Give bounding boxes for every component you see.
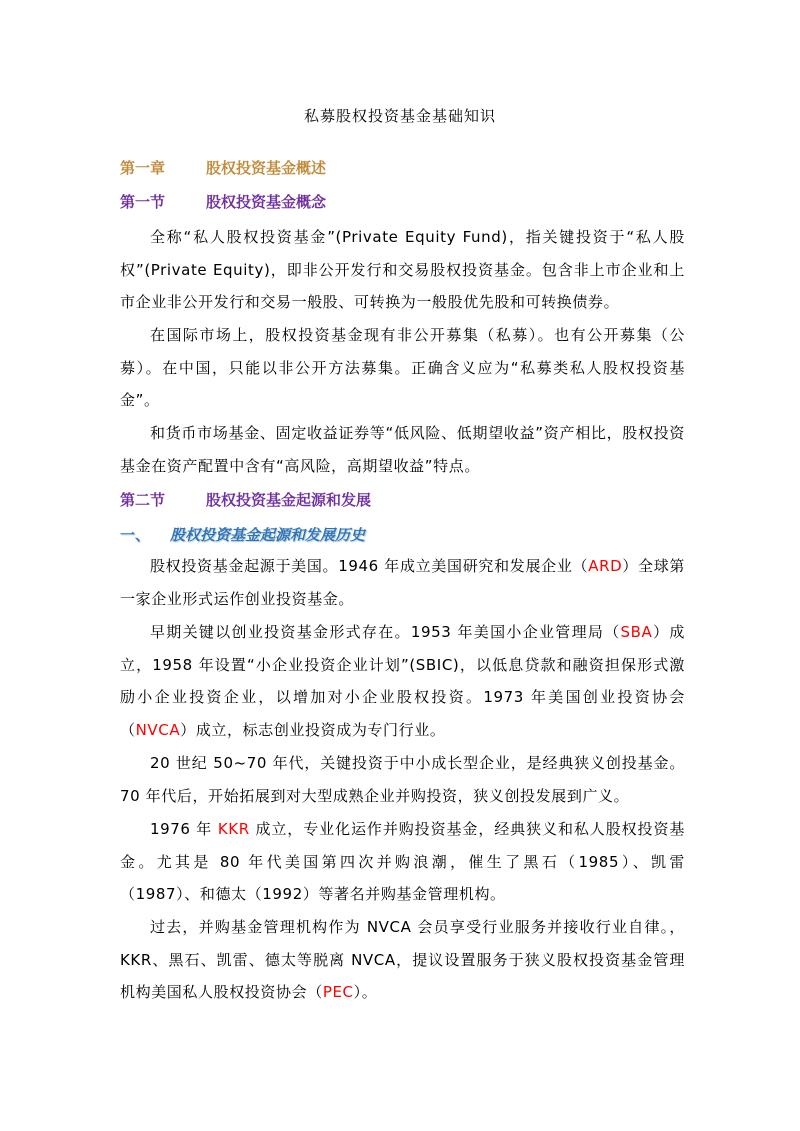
paragraph-6: 20 世纪 50~70 年代，关键投资于中小成长型企业，是经典狭义创投基金。70 年代后，开始拓展到对大型成熟企业并购投资，狭义创投发展到广义。	[120, 754, 685, 805]
chapter-title: 股权投资基金概述	[206, 159, 327, 177]
section-1-heading	[120, 191, 326, 212]
pec-highlight: PEC	[322, 983, 354, 1001]
paragraph-4	[120, 550, 685, 615]
paragraph-3: 和货币市场基金、固定收益证券等“低风险、低期望收益”资产相比，股权投资基金在资产配置中含有“高风险，高期望收益”特点。	[120, 424, 685, 475]
section-1-title: 股权投资基金概念	[206, 193, 327, 211]
nvca-highlight: NVCA	[135, 720, 181, 739]
sba-highlight: SBA	[620, 623, 653, 641]
section-2-heading	[120, 489, 371, 510]
paragraph-1: 全称“私人股权投资基金”(Private Equity Fund)，指关键投资于“私人股权”(Private Equity)，即非公开发行和交易股权投资基金。包含非上市企业和上市企业非公开发行和交易一般股、可转换为一般股优先股和可转换债券。	[120, 228, 685, 311]
paragraph-8	[120, 911, 685, 1009]
ard-highlight: ARD	[588, 557, 623, 575]
section-2-number: 第二节	[120, 491, 166, 509]
p8-text-b: ）。	[353, 983, 378, 1001]
p7-text-a: 1976 年	[150, 820, 218, 838]
p4-text-a: 股权投资基金起源于美国。1946 年成立美国研究和发展企业（	[150, 557, 589, 575]
section-2-title: 股权投资基金起源和发展	[206, 491, 372, 509]
p5-text-a: 早期关键以创业投资基金形式存在。1953 年美国小企业管理局（	[150, 623, 621, 641]
subsection-1-heading	[120, 524, 365, 545]
paragraph-5	[120, 616, 685, 746]
p7-text-b: 成立，专业化运作并购投资基金，经典狭义和私人股权投资基金。尤其是 80 年代美国第四次并购浪潮，催生了黑石（1985）、凯雷（1987）、和德太（1992）等著名并购基金管理机构。	[120, 820, 685, 903]
paragraph-7	[120, 813, 685, 911]
p5-text-c: ）成立，标志创业投资成为专门行业。	[180, 720, 446, 739]
p8-text-a: 过去，并购基金管理机构作为 NVCA 会员享受行业服务并接收行业自律。，KKR、黑石、凯雷、德太等脱离 NVCA，提议设置服务于狭义股权投资基金管理机构美国私人股权投资协会（	[120, 918, 685, 1001]
chapter-heading	[120, 157, 326, 178]
chapter-number: 第一章	[120, 159, 166, 177]
p5-text-b: ）成立，1958 年设置“小企业投资企业计划”(SBIC)，以低息贷款和融资担保形式激励小企业投资企业，以增加对小企业股权投资。1973 年美国创业投资协会（	[120, 623, 685, 739]
kkr-highlight: KKR	[217, 820, 250, 838]
p4-text-b: ）全球第一家企业形式运作创业投资基金。	[120, 557, 685, 608]
document-title: 私募股权投资基金基础知识	[303, 107, 496, 125]
section-1-number: 第一节	[120, 193, 166, 211]
paragraph-2: 在国际市场上，股权投资基金现有非公开募集（私募）。也有公开募集（公募）。在中国，只能以非公开方法募集。正确含义应为“私募类私人股权投资基金”。	[120, 326, 685, 409]
subsection-1-number: 一、	[120, 526, 151, 544]
subsection-1-title: 股权投资基金起源和发展历史	[170, 526, 366, 544]
